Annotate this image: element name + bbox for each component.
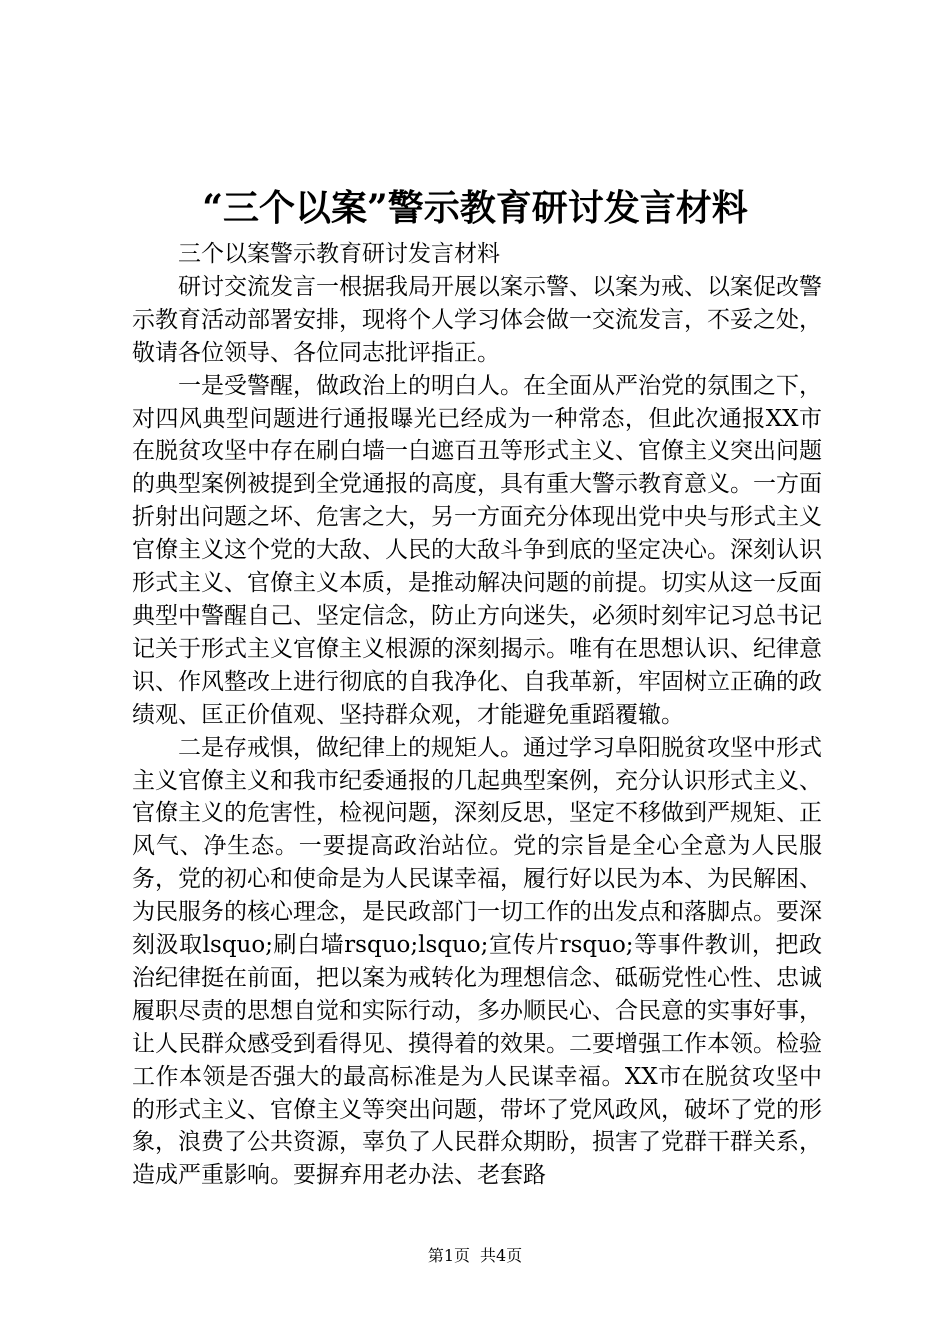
subtitle-paragraph: 三个以案警示教育研讨发言材料 <box>178 241 500 267</box>
section-one-paragraph: 一是受警醒，做政治上的明白人。在全面从严治党的氛围之下，对四风典型问题进行通报曝光已经成为一种常态，但此次通报XX市在脱贫攻坚中存在刷白墙一白遮百丑等形式主义、官僚主义突出问题的典型案例被提到全党通报的高度，具有重大警示教育意义。一方面折射出问题之坏、危害之大，另一方面充分体现出党中央与形式主义官僚主义这个党的大敌、人民的大敌斗争到底的坚定决心。深刻认识形式主义、官僚主义本质，是推动解决问题的前提。切实从这一反面典型中警醒自己、坚定信念，防止方向迷失，必须时刻牢记习总书记记关于形式主义官僚主义根源的深刻揭示。唯有在思想认识、纪律意识、作风整改上进行彻底的自我净化、自我革新，牢固树立正确的政绩观、匡正价值观、坚持群众观，才能避免重蹈覆辙。 <box>132 372 822 728</box>
page-total: 共4页 <box>480 1246 523 1265</box>
intro-paragraph: 研讨交流发言一根据我局开展以案示警、以案为戒、以案促改警示教育活动部署安排，现将个人学习体会做一交流发言，不妥之处，敬请各位领导、各位同志批评指正。 <box>132 273 822 366</box>
document-body <box>132 238 822 1192</box>
page-number: 第1页 <box>427 1246 470 1265</box>
section-two-paragraph: 二是存戒惧，做纪律上的规矩人。通过学习阜阳脱贫攻坚中形式主义官僚主义和我市纪委通报的几起典型案例，充分认识形式主义、官僚主义的危害性，检视问题，深刻反思，坚定不移做到严规矩、正风气、净生态。一要提高政治站位。党的宗旨是全心全意为人民服务，党的初心和使命是为人民谋幸福，履行好以民为本、为民解困、为民服务的核心理念，是民政部门一切工作的出发点和落脚点。要深刻汲取lsquo;刷白墙rsquo;lsquo;宣传片rsquo;等事件教训，把政治纪律挺在前面，把以案为戒转化为理想信念、砥砺党性心性、忠诚履职尽责的思想自觉和实际行动，多办顺民心、合民意的实事好事，让人民群众感受到看得见、摸得着的效果。二要增强工作本领。检验工作本领是否强大的最高标准是为人民谋幸福。XX市在脱贫攻坚中的形式主义、官僚主义等突出问题，带坏了党风政风，破坏了党的形象，浪费了公共资源，辜负了人民群众期盼，损害了党群干群关系，造成严重影响。要摒弃用老办法、老套路 <box>132 734 822 1189</box>
page-footer <box>0 1244 950 1268</box>
document-title: “三个以案”警示教育研讨发言材料 <box>202 187 748 229</box>
